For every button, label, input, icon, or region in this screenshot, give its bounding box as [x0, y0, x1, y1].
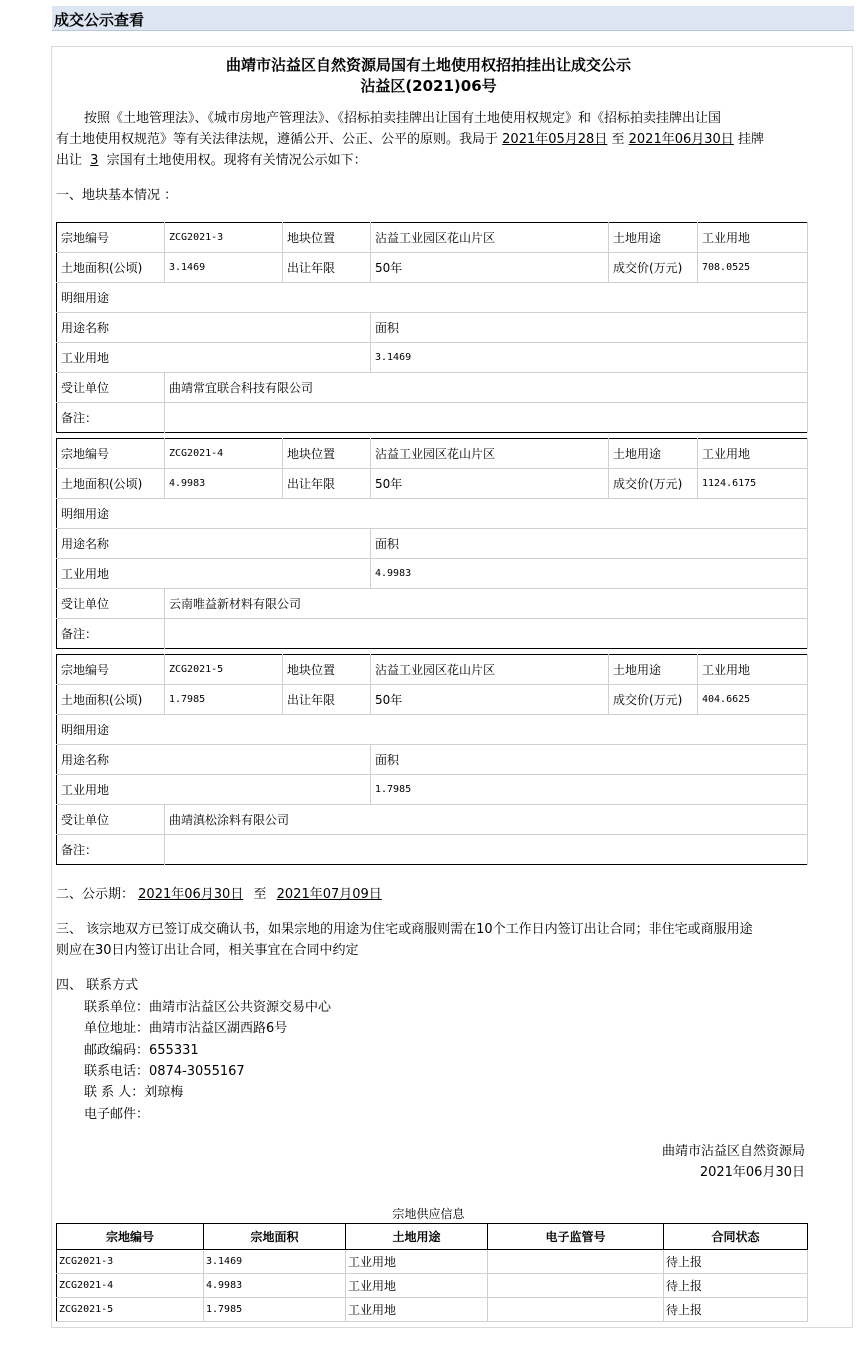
label-term: 出让年限 — [283, 469, 371, 499]
section4-title: 四、 联系方式 — [56, 978, 139, 993]
label-parcel-no: 宗地编号 — [57, 223, 165, 253]
table-row — [57, 655, 808, 685]
parcel-area: 4.9983 — [165, 469, 283, 499]
table-row — [57, 343, 808, 373]
section3-line2: 则应在30日内签订出让合同，相关事宜在合同中约定 — [56, 943, 359, 958]
label-price: 成交价(万元) — [609, 469, 698, 499]
signature-date: 2021年06月30日 — [699, 1165, 805, 1180]
supply-cell: 待上报 — [664, 1250, 808, 1274]
section1-title: 一、地块基本情况 ： — [56, 188, 178, 203]
label-area: 土地面积(公顷) — [57, 469, 165, 499]
intro-date-start: 2021年05月28日 — [502, 132, 608, 147]
table-row — [57, 439, 808, 469]
table-row — [57, 589, 808, 619]
parcel-price: 1124.6175 — [698, 469, 808, 499]
label-parcel-no: 宗地编号 — [57, 439, 165, 469]
supply-cell — [488, 1298, 664, 1322]
doc-title: 曲靖市沾益区自然资源局国有土地使用权招拍挂出让成交公示 — [225, 56, 631, 74]
table-row — [57, 253, 808, 283]
parcel-area: 3.1469 — [165, 253, 283, 283]
label-buyer: 受让单位 — [57, 373, 165, 403]
supply-cell: ZCG2021-4 — [57, 1274, 204, 1298]
label-term: 出让年限 — [283, 685, 371, 715]
label-detail-area: 面积 — [371, 313, 808, 343]
supply-header: 合同状态 — [664, 1224, 808, 1250]
supply-cell — [488, 1250, 664, 1274]
label-detail-use: 明细用途 — [57, 499, 808, 529]
table-row — [57, 499, 808, 529]
label-detail-use: 明细用途 — [57, 715, 808, 745]
label-land-use: 土地用途 — [609, 439, 698, 469]
table-row — [57, 805, 808, 835]
label-area: 土地面积(公顷) — [57, 253, 165, 283]
table-row — [57, 559, 808, 589]
label-remark: 备注： — [57, 619, 165, 649]
parcel-no: ZCG2021-3 — [165, 223, 283, 253]
table-row — [57, 835, 808, 865]
table-row — [57, 403, 808, 433]
supply-cell: 工业用地 — [346, 1298, 488, 1322]
parcel-land-use: 工业用地 — [698, 655, 808, 685]
label-use-name: 用途名称 — [57, 313, 371, 343]
parcel-buyer: 曲靖滇松涂料有限公司 — [165, 805, 808, 835]
parcel-buyer: 曲靖常宜联合科技有限公司 — [165, 373, 808, 403]
supply-cell: 待上报 — [664, 1274, 808, 1298]
table-row — [57, 685, 808, 715]
table-row — [57, 715, 808, 745]
label-price: 成交价(万元) — [609, 685, 698, 715]
page-title: 成交公示查看 — [54, 11, 145, 29]
label-detail-area: 面积 — [371, 529, 808, 559]
parcel-term: 50年 — [371, 469, 609, 499]
detail-use-name: 工业用地 — [57, 775, 371, 805]
supply-table — [56, 1223, 808, 1322]
table-row — [57, 469, 808, 499]
table-row — [57, 529, 808, 559]
table-row — [57, 283, 808, 313]
parcel-remark — [165, 619, 808, 649]
label-remark: 备注： — [57, 403, 165, 433]
parcel-term: 50年 — [371, 253, 609, 283]
parcel-buyer: 云南唯益新材料有限公司 — [165, 589, 808, 619]
label-use-name: 用途名称 — [57, 529, 371, 559]
supply-cell: 4.9983 — [204, 1274, 346, 1298]
contact-address: 单位地址：曲靖市沾益区湖西路6号 — [84, 1021, 288, 1036]
supply-cell: 工业用地 — [346, 1250, 488, 1274]
parcel-no: ZCG2021-4 — [165, 439, 283, 469]
label-area: 土地面积(公顷) — [57, 685, 165, 715]
table-row — [57, 223, 808, 253]
parcel-term: 50年 — [371, 685, 609, 715]
parcel-land-use: 工业用地 — [698, 439, 808, 469]
supply-header: 宗地面积 — [204, 1224, 346, 1250]
contact-email: 电子邮件： — [84, 1107, 150, 1122]
intro-line3: 出让 3 宗国有土地使用权。现将有关情况公示如下： — [56, 153, 367, 168]
intro-line2: 有土地使用权规范》等有关法律法规，遵循公开、公正、公平的原则。我局于 2021年05月28日 至 2021年06月30日 挂牌 — [56, 132, 764, 147]
parcel-remark — [165, 403, 808, 433]
supply-cell: ZCG2021-3 — [57, 1250, 204, 1274]
supply-header: 电子监管号 — [488, 1224, 664, 1250]
supply-row — [57, 1298, 808, 1322]
lot-table — [56, 654, 808, 865]
label-price: 成交价(万元) — [609, 253, 698, 283]
section3-line1: 三、 该宗地双方已签订成交确认书，如果宗地的用途为住宅或商服则需在10个工作日内签订出让合同；非住宅或商服用途 — [56, 922, 753, 937]
label-location: 地块位置 — [283, 655, 371, 685]
supply-cell: ZCG2021-5 — [57, 1298, 204, 1322]
section2: 二、公示期： 2021年06月30日 至 2021年07月09日 — [56, 887, 382, 902]
parcel-remark — [165, 835, 808, 865]
lot-table — [56, 438, 808, 649]
contact-unit: 联系单位：曲靖市沾益区公共资源交易中心 — [84, 1000, 332, 1015]
label-buyer: 受让单位 — [57, 589, 165, 619]
contact-phone: 联系电话：0874-3055167 — [84, 1064, 245, 1079]
supply-row — [57, 1274, 808, 1298]
detail-area: 3.1469 — [371, 343, 808, 373]
detail-area: 1.7985 — [371, 775, 808, 805]
parcel-location: 沾益工业园区花山片区 — [371, 439, 609, 469]
supply-cell: 1.7985 — [204, 1298, 346, 1322]
intro-date-end: 2021年06月30日 — [628, 132, 734, 147]
parcel-area: 1.7985 — [165, 685, 283, 715]
supply-cell: 3.1469 — [204, 1250, 346, 1274]
supply-row — [57, 1250, 808, 1274]
signature-org: 曲靖市沾益区自然资源局 — [661, 1144, 805, 1159]
supply-header: 土地用途 — [346, 1224, 488, 1250]
label-location: 地块位置 — [283, 223, 371, 253]
detail-area: 4.9983 — [371, 559, 808, 589]
contact-person: 联 系 人：刘琼梅 — [84, 1085, 184, 1100]
label-term: 出让年限 — [283, 253, 371, 283]
supply-header-row — [57, 1224, 808, 1250]
table-row — [57, 775, 808, 805]
table-row — [57, 313, 808, 343]
table-row — [57, 619, 808, 649]
parcel-location: 沾益工业园区花山片区 — [371, 223, 609, 253]
label-parcel-no: 宗地编号 — [57, 655, 165, 685]
label-location: 地块位置 — [283, 439, 371, 469]
supply-cell: 待上报 — [664, 1298, 808, 1322]
supply-cell — [488, 1274, 664, 1298]
detail-use-name: 工业用地 — [57, 559, 371, 589]
label-use-name: 用途名称 — [57, 745, 371, 775]
parcel-land-use: 工业用地 — [698, 223, 808, 253]
lot-table — [56, 222, 808, 433]
table-row — [57, 373, 808, 403]
page-header — [52, 6, 854, 31]
detail-use-name: 工业用地 — [57, 343, 371, 373]
label-land-use: 土地用途 — [609, 223, 698, 253]
table-row — [57, 745, 808, 775]
contact-postcode: 邮政编码：655331 — [84, 1043, 199, 1058]
supply-header: 宗地编号 — [57, 1224, 204, 1250]
notice-start-date: 2021年06月30日 — [138, 887, 244, 902]
label-buyer: 受让单位 — [57, 805, 165, 835]
label-detail-area: 面积 — [371, 745, 808, 775]
parcel-price: 708.0525 — [698, 253, 808, 283]
parcel-price: 404.6625 — [698, 685, 808, 715]
supply-cell: 工业用地 — [346, 1274, 488, 1298]
label-detail-use: 明细用途 — [57, 283, 808, 313]
parcel-no: ZCG2021-5 — [165, 655, 283, 685]
intro-line1: 按照《土地管理法》、《城市房地产管理法》、《招标拍卖挂牌出让国有土地使用权规定》和《招标拍卖挂牌出让国 — [84, 111, 722, 126]
parcel-location: 沾益工业园区花山片区 — [371, 655, 609, 685]
label-remark: 备注： — [57, 835, 165, 865]
notice-end-date: 2021年07月09日 — [276, 887, 382, 902]
label-land-use: 土地用途 — [609, 655, 698, 685]
supply-caption: 宗地供应信息 — [392, 1207, 465, 1221]
doc-number: 沾益区(2021)06号 — [360, 77, 497, 95]
intro-count: 3 — [90, 153, 99, 168]
